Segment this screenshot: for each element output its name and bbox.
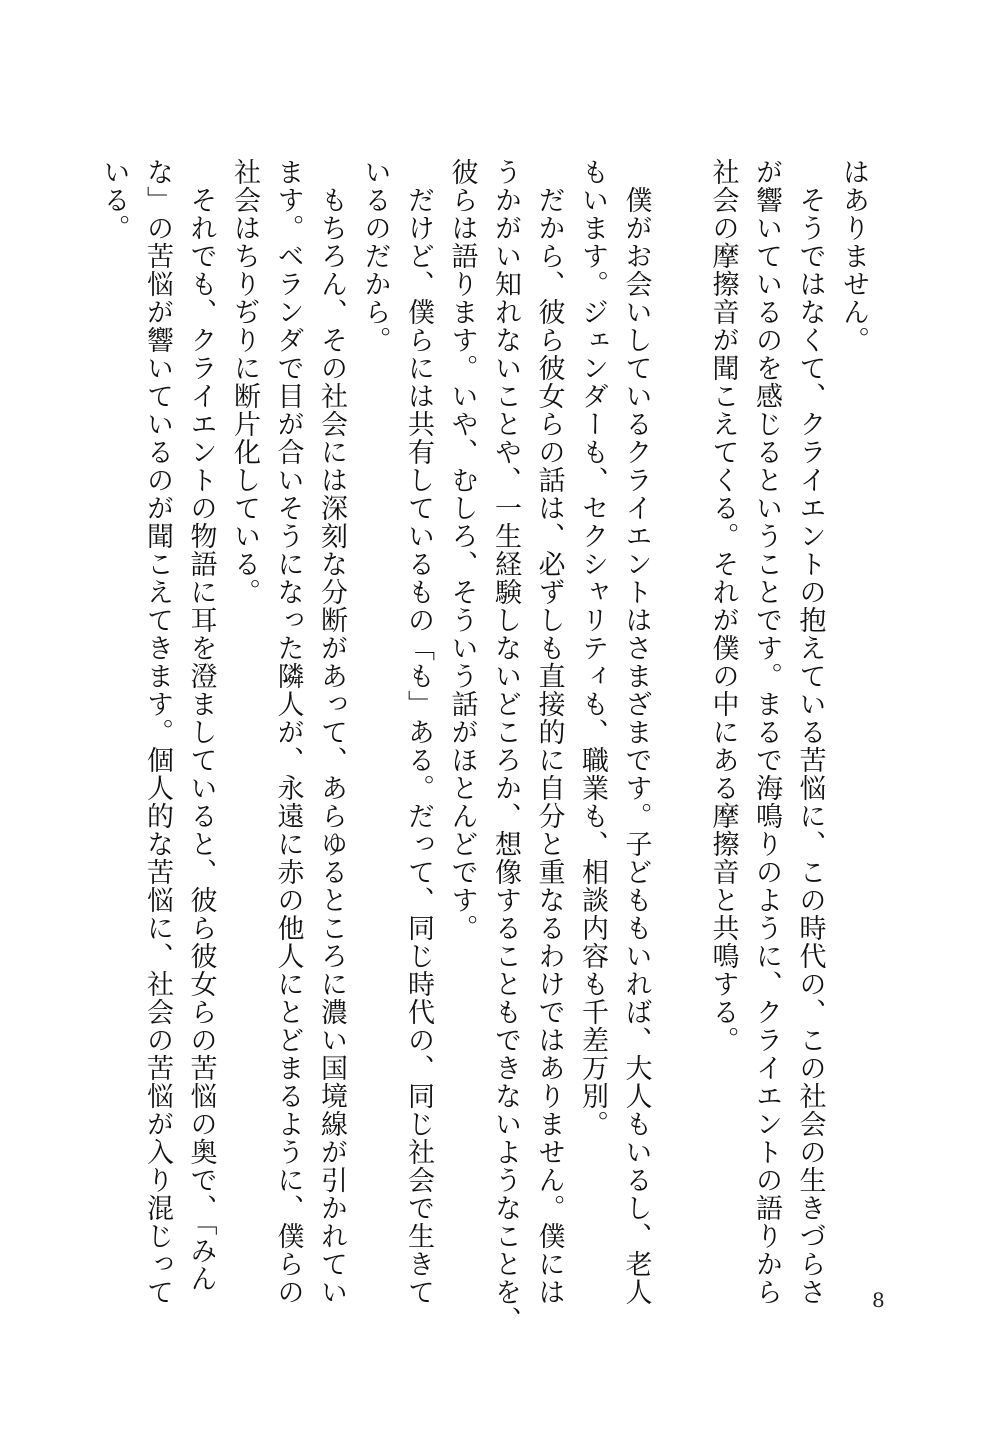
- text-line: 彼らは語ります。いや、むしろ、そういう話がほとんどです。: [446, 158, 478, 942]
- text-line: うかがい知れないことや、一生経験しないどころか、想像することもできないようなことを、: [490, 158, 521, 1334]
- text-line: いる。: [98, 158, 130, 242]
- text-line: 僕がお会いしているクライエントはさまざまです。子どももいれば、大人もいるし、老人: [620, 158, 652, 1306]
- text-line: いるのだから。: [359, 158, 391, 354]
- text-line: だから、彼ら彼女らの話は、必ずしも直接的に自分と重なるわけではありません。僕には: [533, 158, 565, 1306]
- text-line: そうではなくて、クライエントの抱えている苦悩に、この時代の、この社会の生きづらさ: [794, 158, 826, 1306]
- text-line: だけど、僕らには共有しているもの「も」ある。だって、同じ時代の、同じ社会で生きて: [403, 158, 434, 1306]
- text-line: 社会はちりぢりに断片化している。: [229, 158, 260, 606]
- text-line: もいます。ジェンダーも、セクシャリティも、職業も、相談内容も千差万別。: [577, 158, 608, 1138]
- page-number: 8: [872, 1288, 885, 1312]
- text-line: が響いているのを感じるということです。まるで海鳴りのように、クライエントの語りから: [751, 158, 782, 1306]
- text-line: ます。ベランダで目が合いそうになった隣人が、永遠に赤の他人にとどまるように、僕らの: [272, 158, 304, 1306]
- text-line: な」の苦悩が響いているのが聞こえてきます。個人的な苦悩に、社会の苦悩が入り混じって: [142, 158, 173, 1306]
- text-line: はありません。: [838, 158, 869, 354]
- vertical-body-text: [98, 158, 875, 1334]
- paragraph-gap: [658, 158, 702, 1248]
- text-line: もちろん、その社会には深刻な分断があって、あらゆるところに濃い国境線が引かれてい: [316, 158, 347, 1306]
- text-line: それでも、クライエントの物語に耳を澄ましていると、彼ら彼女らの苦悩の奥で、「みん: [185, 158, 217, 1293]
- text-line: 社会の摩擦音が聞こえてくる。それが僕の中にある摩擦音と共鳴する。: [707, 158, 739, 1054]
